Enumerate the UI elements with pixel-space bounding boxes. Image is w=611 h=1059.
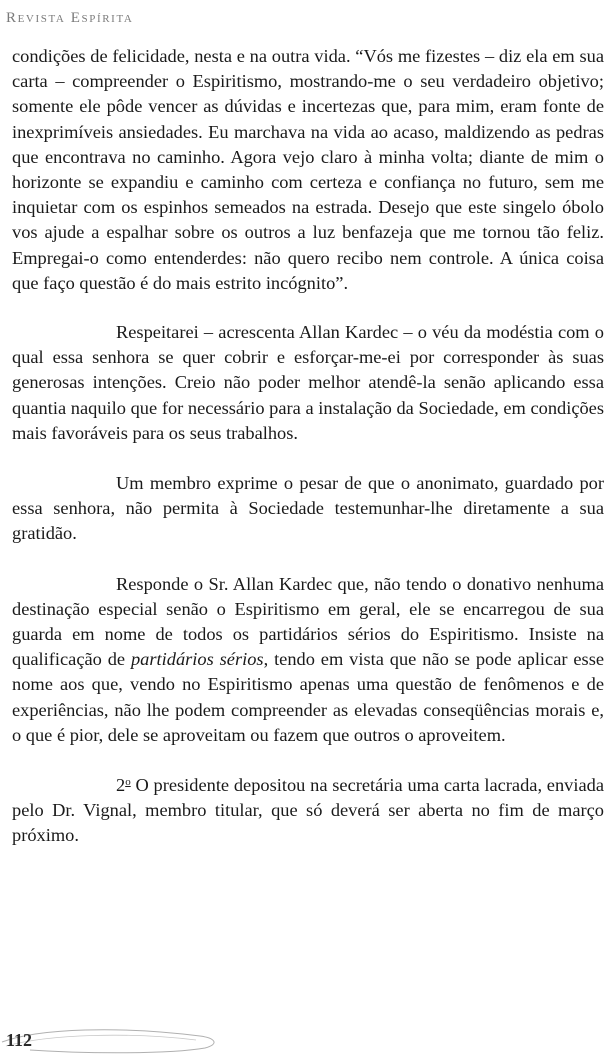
paragraph-kardec-reply [12, 572, 604, 748]
reply-text-start: Responde o Sr. Allan Kardec que, não tendo o donativo nenhuma destinação especial senão o Espiritismo em geral, ele se encarregou de sua guarda em nome de todos os partidários sérios do Espiritismo. Insiste na qualificação de [12, 573, 604, 670]
item-two-text: O presidente depositou na secretária uma carta lacrada, enviada pelo Dr. Vignal, membro titular, que só deverá ser aberta no fim de março próximo. [12, 775, 604, 846]
running-header: Revista Espírita [6, 10, 134, 26]
reply-text-end: , tendo em vista que não se pode aplicar esse nome aos que, vendo no Espiritismo apenas uma questão de fenômenos e de experiências, não lhe podem compreender as elevadas conseqüências morais e, o que é pior, dele se aproveitam ou fazem que outros o aproveitem. [12, 649, 605, 745]
paragraph-letter-quote: condições de felicidade, nesta e na outra vida. “Vós me fizestes – diz ela em sua carta – compreender o Espiritismo, mostrando-me o seu verdadeiro objetivo; somente ele pôde vencer as dúvidas e incertezas que, para mim, eram fonte de inexprimíveis ansiedades. Eu marchava na vida ao acaso, maldizendo as pedras que encontrava no caminho. Agora vejo claro à minha volta; diante de mim o horizonte se expandiu e caminho com certeza e confiança no futuro, sem me inquietar com os espinhos semeados na estrada. Desejo que este singelo óbolo vos ajude a espalhar sobre os outros a luz benfazeja que me tornou tão feliz. Empregai-o como entenderdes: não quero recibo nem controle. A única coisa que faço questão é do mais estrito incógnito”. [12, 46, 604, 293]
item-number: 2 [116, 775, 126, 796]
emphasis-partidarios-serios: partidários sérios [130, 649, 264, 670]
paragraph-member-regret: Um membro exprime o pesar de que o anonimato, guardado por essa senhora, não permita à Sociedade testemunhar-lhe diretamente a sua gratidão. [12, 473, 604, 544]
paragraph-kardec-response: Respeitarei – acrescenta Allan Kardec – o véu da modéstia com o qual essa senhora se quer cobrir e esforçar-me-ei por corresponder às suas generosas intenções. Creio não poder melhor atendê-la senão aplicando essa quantia naquilo que for necessário para a instalação da Sociedade, em condições mais favoráveis para os seus trabalhos. [12, 322, 604, 443]
page-body [12, 44, 604, 874]
page-number-swoosh-ornament [0, 1020, 240, 1059]
ordinal-indicator: o [125, 776, 131, 789]
paragraph-item-two [12, 773, 604, 849]
page-number: 112 [6, 1030, 33, 1050]
